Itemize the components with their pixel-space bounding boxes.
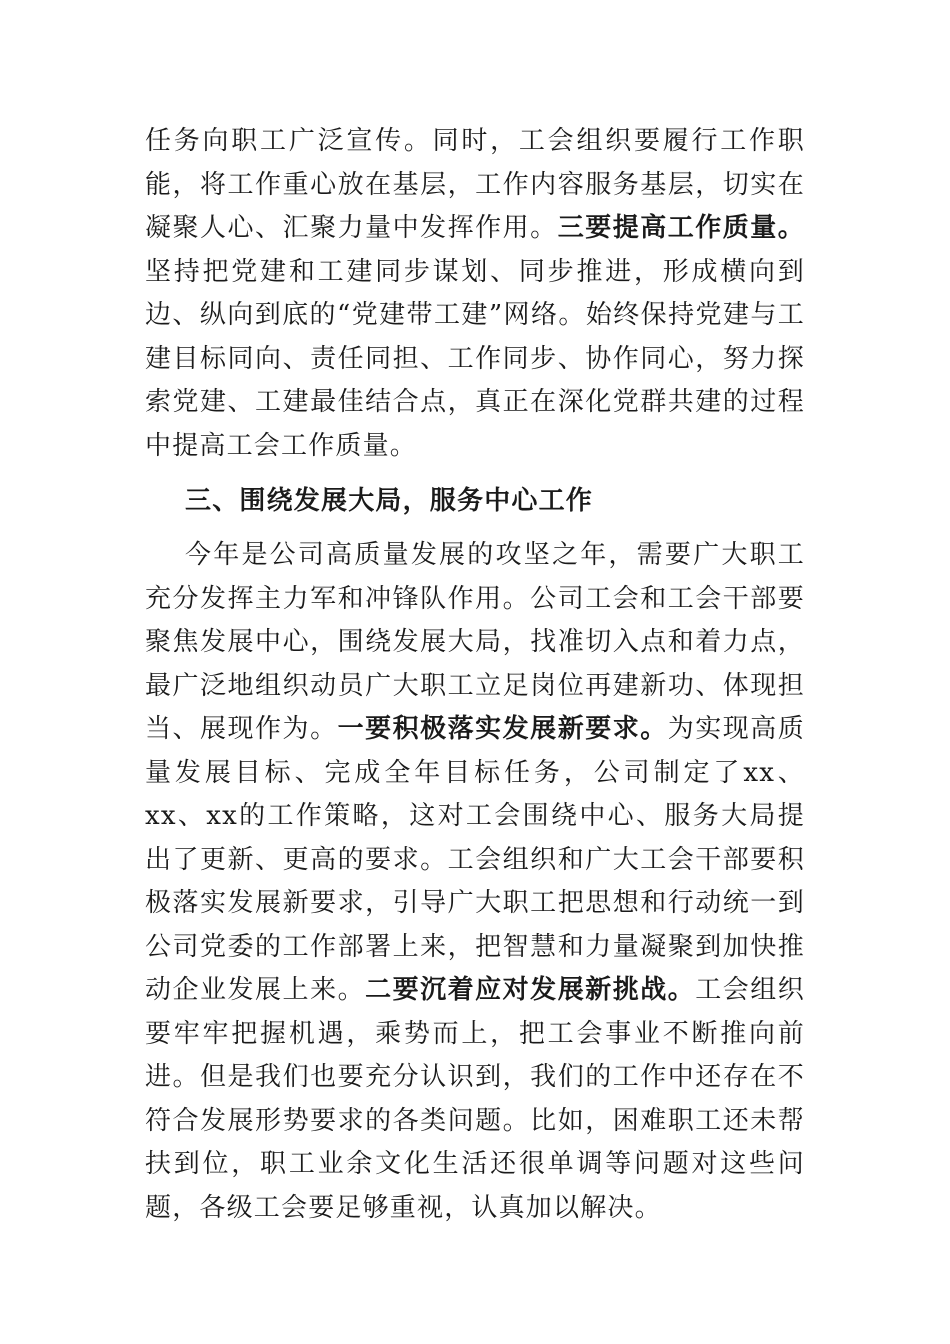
- body-paragraph-1: [145, 120, 805, 468]
- paragraph-1-text-a: 任务向职工广泛宣传。同时，工会组织要履行工作职能，将工作重心放在基层，工作内容服务基层，切实在凝聚人心、汇聚力量中发挥作用。: [145, 126, 805, 243]
- body-paragraph-2: [145, 534, 805, 1230]
- paragraph-1-bold-point: 三要提高工作质量。: [557, 213, 805, 243]
- paragraph-2-bold-point-1: 一要积极落实发展新要求。: [337, 714, 668, 744]
- paragraph-2-text-c: 工会组织要牢牢把握机遇，乘势而上，把工会事业不断推向前进。但是我们也要充分认识到，我们的工作中还存在不符合发展形势要求的各类问题。比如，困难职工还未帮扶到位，职工业余文化生活还很单调等问题对这些问题，各级工会要足够重视，认真加以解决。: [145, 975, 806, 1223]
- paragraph-2-bold-point-2: 二要沉着应对发展新挑战。: [365, 975, 696, 1005]
- section-heading: 三、围绕发展大局，服务中心工作: [185, 486, 594, 516]
- paragraph-2-text-a: 今年是公司高质量发展的攻坚之年，需要广大职工充分发挥主力军和冲锋队作用。公司工会和工会干部要聚焦发展中心，围绕发展大局，找准切入点和着力点，最广泛地组织动员广大职工立足岗位再建新功、体现担当、展现作为。: [145, 540, 805, 744]
- paragraph-2-text-b: 为实现高质量发展目标、完成全年目标任务，公司制定了xx、xx、xx的工作策略，这对工会围绕中心、服务大局提出了更新、更高的要求。工会组织和广大工会干部要积极落实发展新要求，引导广大职工把思想和行动统一到公司党委的工作部署上来，把智慧和力量凝聚到加快推动企业发展上来。: [145, 714, 805, 1005]
- paragraph-1-text-b: 坚持把党建和工建同步谋划、同步推进，形成横向到边、纵向到底的“党建带工建”网络。始终保持党建与工建目标同向、责任同担、工作同步、协作同心，努力探索党建、工建最佳结合点，真正在深化党群共建的过程中提高工会工作质量。: [145, 256, 805, 461]
